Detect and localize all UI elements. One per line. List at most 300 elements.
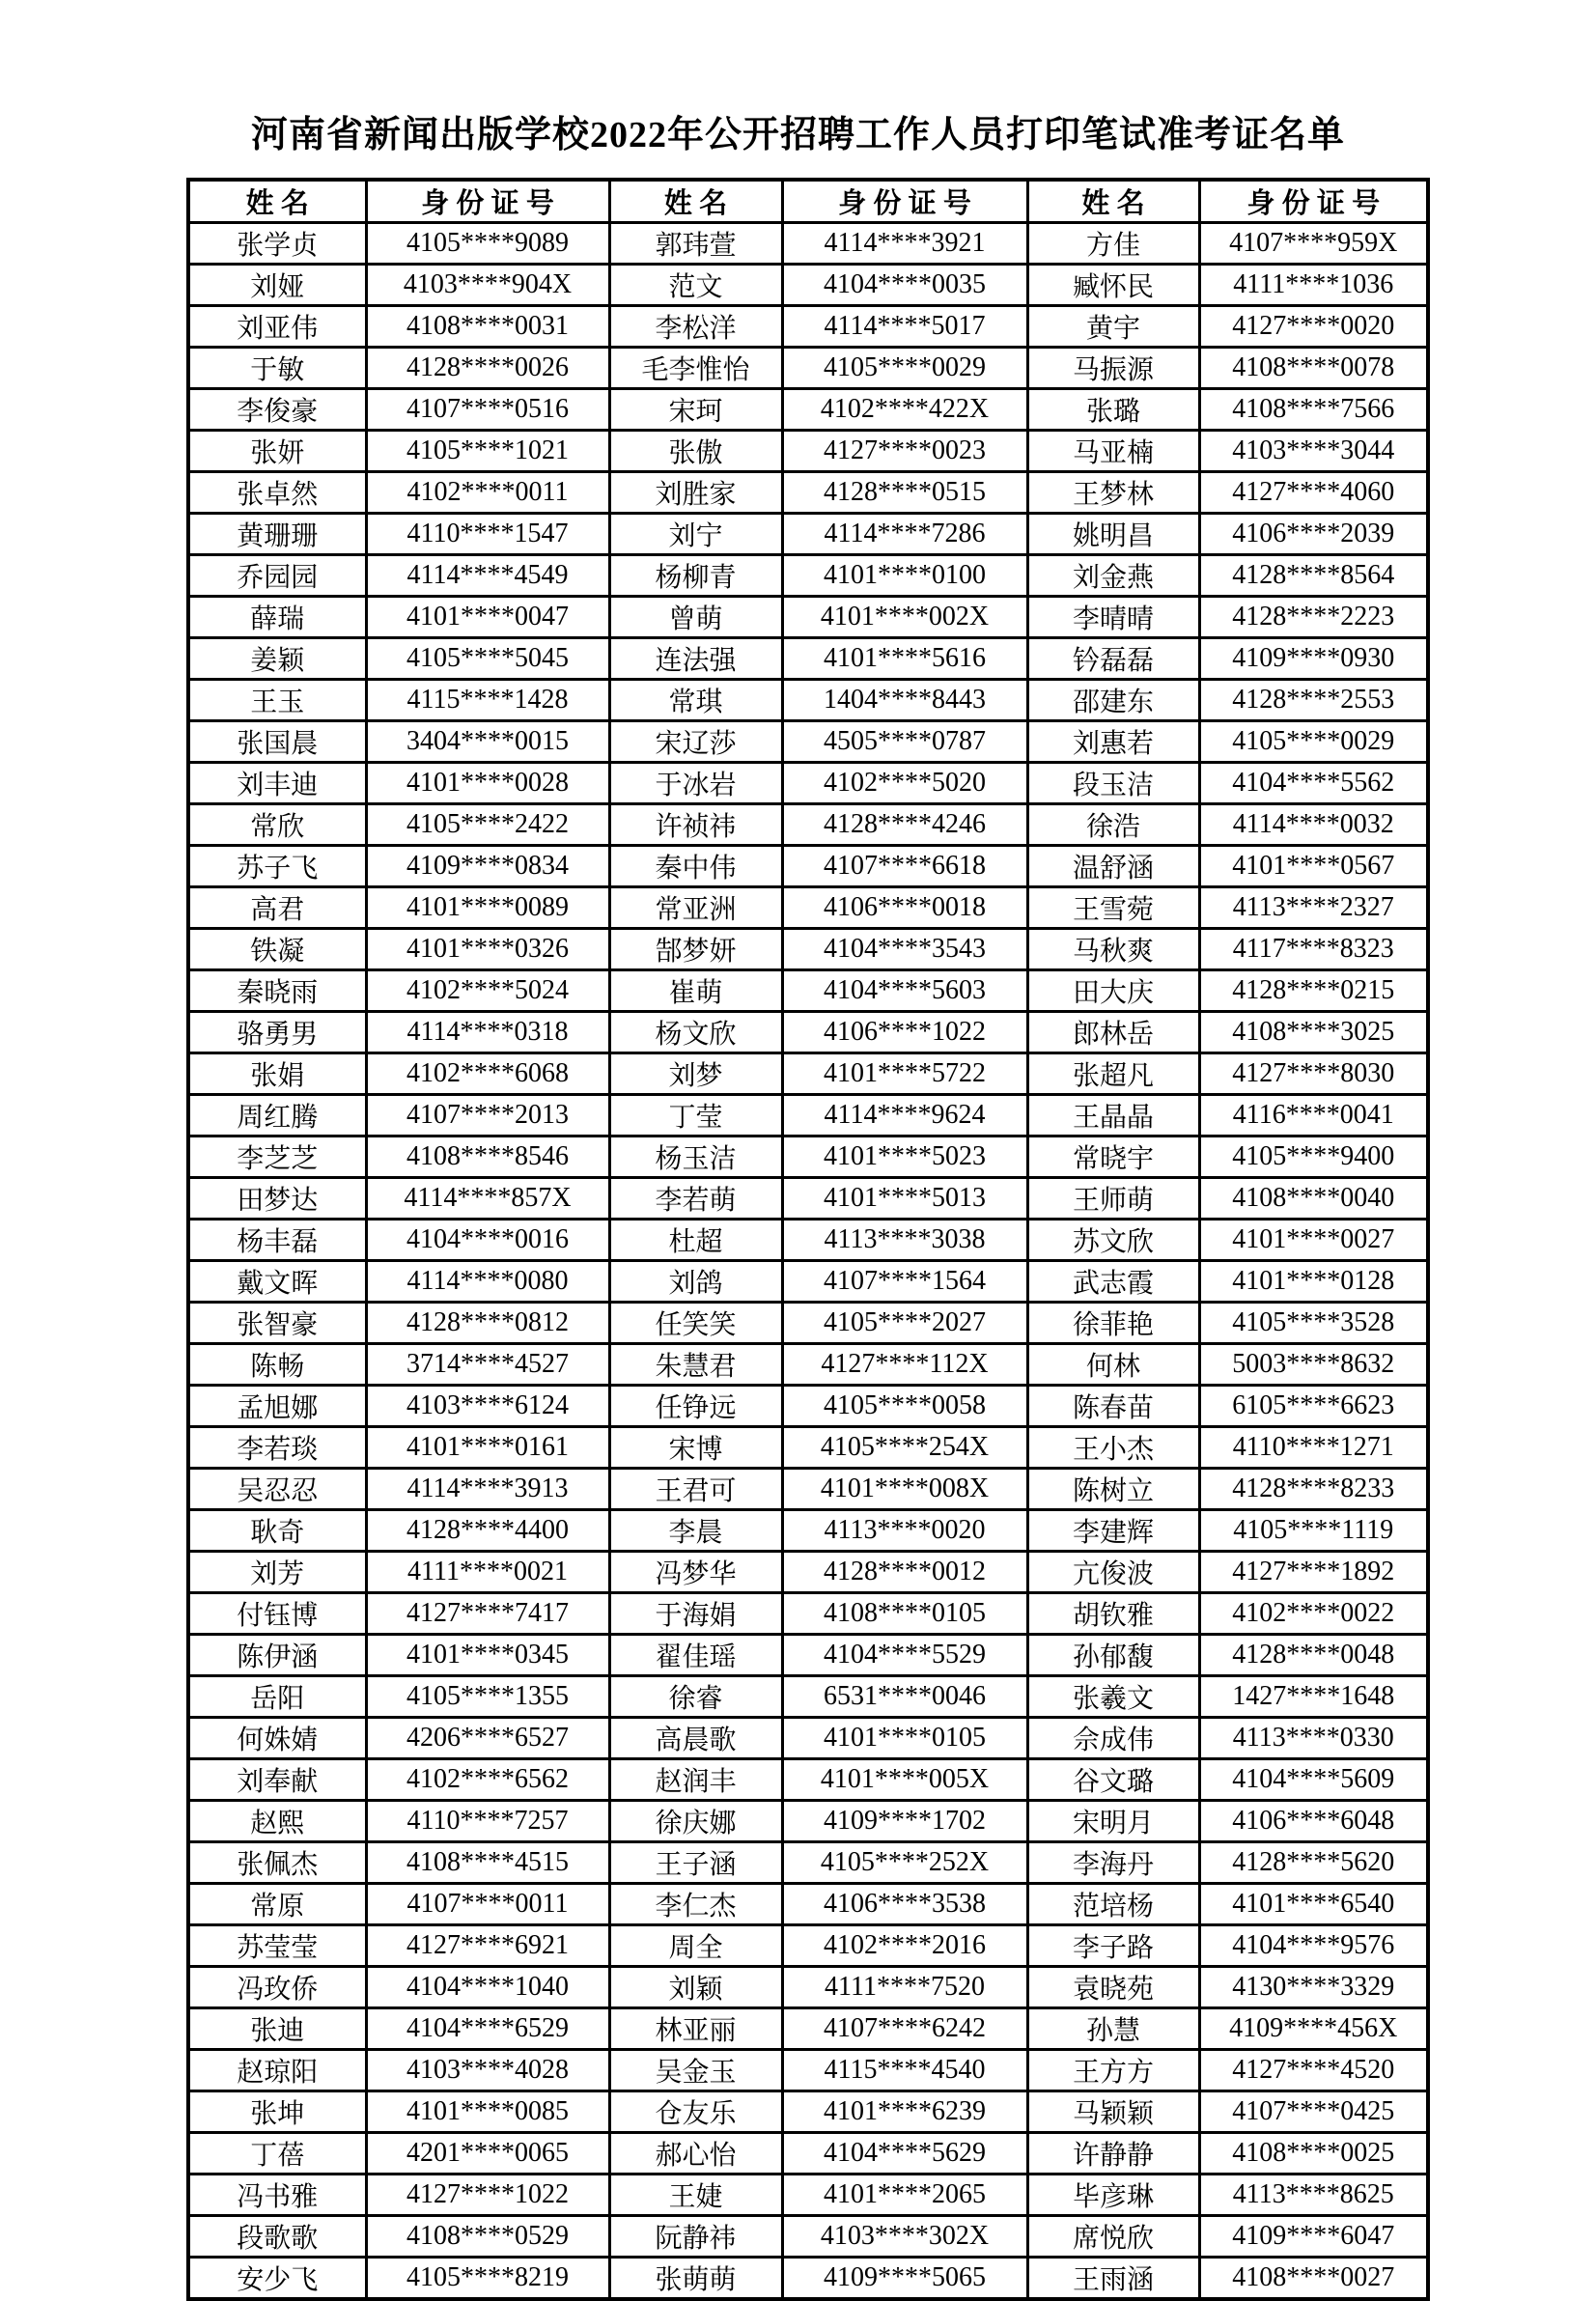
name-cell: 张佩杰	[188, 1842, 366, 1884]
table-row	[188, 1136, 1428, 1178]
id-cell: 4127****4060	[1199, 472, 1428, 514]
table-row	[188, 929, 1428, 970]
id-cell: 4102****6562	[366, 1759, 609, 1801]
name-cell: 于海娟	[609, 1593, 782, 1635]
table-row	[188, 2258, 1428, 2300]
name-cell: 苏文欣	[1027, 1220, 1199, 1261]
id-cell: 4104****1040	[366, 1967, 609, 2008]
id-cell: 4127****4520	[1199, 2050, 1428, 2091]
table-row	[188, 348, 1428, 389]
table-row	[188, 1344, 1428, 1386]
name-cell: 袁晓苑	[1027, 1967, 1199, 2008]
table-header	[188, 180, 1428, 223]
name-cell: 常晓宇	[1027, 1136, 1199, 1178]
id-cell: 4115****4540	[782, 2050, 1027, 2091]
id-cell: 4101****008X	[782, 1469, 1027, 1510]
id-cell: 4106****1022	[782, 1012, 1027, 1053]
table-row	[188, 2008, 1428, 2050]
name-cell: 林亚丽	[609, 2008, 782, 2050]
name-cell: 李晨	[609, 1510, 782, 1552]
name-cell: 常原	[188, 1884, 366, 1925]
name-cell: 乔园园	[188, 555, 366, 597]
id-cell: 4109****6047	[1199, 2216, 1428, 2258]
name-cell: 臧怀民	[1027, 265, 1199, 306]
name-cell: 温舒涵	[1027, 846, 1199, 887]
name-cell: 何林	[1027, 1344, 1199, 1386]
id-cell: 4106****2039	[1199, 514, 1428, 555]
id-cell: 4114****857X	[366, 1178, 609, 1220]
id-cell: 4114****9624	[782, 1095, 1027, 1136]
table-row	[188, 638, 1428, 680]
id-cell: 4113****2327	[1199, 887, 1428, 929]
table-row	[188, 1386, 1428, 1427]
id-cell: 4108****7566	[1199, 389, 1428, 431]
id-cell: 4101****0085	[366, 2091, 609, 2133]
id-cell: 4116****0041	[1199, 1095, 1428, 1136]
name-cell: 丁莹	[609, 1095, 782, 1136]
id-cell: 4108****0078	[1199, 348, 1428, 389]
id-cell: 4128****8233	[1199, 1469, 1428, 1510]
id-cell: 4114****5017	[782, 306, 1027, 348]
name-cell: 姜颖	[188, 638, 366, 680]
name-cell: 范文	[609, 265, 782, 306]
name-cell: 铁凝	[188, 929, 366, 970]
table-row	[188, 1801, 1428, 1842]
id-cell: 4101****0105	[782, 1718, 1027, 1759]
id-cell: 5003****8632	[1199, 1344, 1428, 1386]
id-cell: 4105****3528	[1199, 1303, 1428, 1344]
table-row	[188, 555, 1428, 597]
name-cell: 徐睿	[609, 1676, 782, 1718]
id-cell: 4105****0029	[782, 348, 1027, 389]
name-cell: 王方方	[1027, 2050, 1199, 2091]
name-cell: 李若琰	[188, 1427, 366, 1469]
name-cell: 郝心怡	[609, 2133, 782, 2175]
id-cell: 4127****1892	[1199, 1552, 1428, 1593]
id-cell: 4128****2553	[1199, 680, 1428, 721]
id-cell: 4109****5065	[782, 2258, 1027, 2300]
name-cell: 冯玫侨	[188, 1967, 366, 2008]
id-cell: 4105****1021	[366, 431, 609, 472]
id-cell: 4103****4028	[366, 2050, 609, 2091]
name-cell: 徐菲艳	[1027, 1303, 1199, 1344]
name-cell: 周全	[609, 1925, 782, 1967]
id-cell: 4103****302X	[782, 2216, 1027, 2258]
name-cell: 武志霞	[1027, 1261, 1199, 1303]
name-cell: 李建辉	[1027, 1510, 1199, 1552]
name-cell: 陈树立	[1027, 1469, 1199, 1510]
table-row	[188, 1967, 1428, 2008]
name-cell: 李若萌	[609, 1178, 782, 1220]
name-cell: 张傲	[609, 431, 782, 472]
name-cell: 冯梦华	[609, 1552, 782, 1593]
id-cell: 4108****0040	[1199, 1178, 1428, 1220]
name-cell: 马振源	[1027, 348, 1199, 389]
id-cell: 4111****1036	[1199, 265, 1428, 306]
table-row	[188, 431, 1428, 472]
table-body	[188, 223, 1428, 2300]
id-cell: 6105****6623	[1199, 1386, 1428, 1427]
name-cell: 王师萌	[1027, 1178, 1199, 1220]
name-cell: 杨玉洁	[609, 1136, 782, 1178]
id-cell: 4128****0048	[1199, 1635, 1428, 1676]
id-cell: 4106****3538	[782, 1884, 1027, 1925]
column-header: 姓名	[188, 180, 366, 223]
name-cell: 李晴晴	[1027, 597, 1199, 638]
id-cell: 4113****0330	[1199, 1718, 1428, 1759]
id-cell: 4128****0215	[1199, 970, 1428, 1012]
table-row	[188, 1510, 1428, 1552]
id-cell: 4113****3038	[782, 1220, 1027, 1261]
name-cell: 田大庆	[1027, 970, 1199, 1012]
name-cell: 李海丹	[1027, 1842, 1199, 1884]
id-cell: 4101****5013	[782, 1178, 1027, 1220]
id-cell: 4104****5529	[782, 1635, 1027, 1676]
id-cell: 4102****6068	[366, 1053, 609, 1095]
id-cell: 4102****422X	[782, 389, 1027, 431]
name-cell: 吴金玉	[609, 2050, 782, 2091]
id-cell: 4101****2065	[782, 2175, 1027, 2216]
id-cell: 4127****0020	[1199, 306, 1428, 348]
name-cell: 刘奉献	[188, 1759, 366, 1801]
id-cell: 4114****0318	[366, 1012, 609, 1053]
id-cell: 4128****0812	[366, 1303, 609, 1344]
table-row	[188, 804, 1428, 846]
id-cell: 4105****9089	[366, 223, 609, 265]
id-cell: 4114****3921	[782, 223, 1027, 265]
id-cell: 4101****0100	[782, 555, 1027, 597]
id-cell: 4105****9400	[1199, 1136, 1428, 1178]
table-row	[188, 970, 1428, 1012]
id-cell: 4117****8323	[1199, 929, 1428, 970]
name-cell: 王雪菀	[1027, 887, 1199, 929]
column-header: 身份证号	[1199, 180, 1428, 223]
name-cell: 谷文璐	[1027, 1759, 1199, 1801]
name-cell: 王雨涵	[1027, 2258, 1199, 2300]
name-cell: 张坤	[188, 2091, 366, 2133]
id-cell: 4109****1702	[782, 1801, 1027, 1842]
id-cell: 4102****0022	[1199, 1593, 1428, 1635]
table-row	[188, 680, 1428, 721]
id-cell: 4102****0011	[366, 472, 609, 514]
id-cell: 4104****0035	[782, 265, 1027, 306]
table-row	[188, 887, 1428, 929]
id-cell: 4103****3044	[1199, 431, 1428, 472]
id-cell: 4101****0326	[366, 929, 609, 970]
id-cell: 4128****0012	[782, 1552, 1027, 1593]
id-cell: 4128****8564	[1199, 555, 1428, 597]
name-cell: 常欣	[188, 804, 366, 846]
name-cell: 张妍	[188, 431, 366, 472]
id-cell: 4103****6124	[366, 1386, 609, 1427]
name-cell: 戴文晖	[188, 1261, 366, 1303]
name-cell: 宋博	[609, 1427, 782, 1469]
table-row	[188, 389, 1428, 431]
id-cell: 4101****5722	[782, 1053, 1027, 1095]
id-cell: 4101****5023	[782, 1136, 1027, 1178]
name-cell: 刘丰迪	[188, 763, 366, 804]
name-cell: 张学贞	[188, 223, 366, 265]
name-cell: 宋辽莎	[609, 721, 782, 763]
id-cell: 4104****6529	[366, 2008, 609, 2050]
id-cell: 4107****0425	[1199, 2091, 1428, 2133]
name-cell: 徐庆娜	[609, 1801, 782, 1842]
name-cell: 张智豪	[188, 1303, 366, 1344]
name-cell: 任笑笑	[609, 1303, 782, 1344]
id-cell: 4106****6048	[1199, 1801, 1428, 1842]
name-cell: 崔萌	[609, 970, 782, 1012]
name-cell: 陈伊涵	[188, 1635, 366, 1676]
table-row	[188, 472, 1428, 514]
name-cell: 陈春苗	[1027, 1386, 1199, 1427]
id-cell: 4127****6921	[366, 1925, 609, 1967]
name-cell: 刘金燕	[1027, 555, 1199, 597]
id-cell: 4107****0011	[366, 1884, 609, 1925]
table-row	[188, 2175, 1428, 2216]
name-cell: 黄珊珊	[188, 514, 366, 555]
id-cell: 4101****0047	[366, 597, 609, 638]
id-cell: 4128****5620	[1199, 1842, 1428, 1884]
id-cell: 4105****254X	[782, 1427, 1027, 1469]
id-cell: 4105****0058	[782, 1386, 1027, 1427]
id-cell: 4105****1355	[366, 1676, 609, 1718]
name-cell: 骆勇男	[188, 1012, 366, 1053]
id-cell: 4111****0021	[366, 1552, 609, 1593]
id-cell: 4106****0018	[782, 887, 1027, 929]
table-row	[188, 721, 1428, 763]
name-cell: 秦中伟	[609, 846, 782, 887]
name-cell: 安少飞	[188, 2258, 366, 2300]
id-cell: 4114****0080	[366, 1261, 609, 1303]
table-row	[188, 1842, 1428, 1884]
id-cell: 4102****5020	[782, 763, 1027, 804]
table-row	[188, 1261, 1428, 1303]
table-row	[188, 223, 1428, 265]
name-cell: 任铮远	[609, 1386, 782, 1427]
name-cell: 丁蓓	[188, 2133, 366, 2175]
id-cell: 4128****0515	[782, 472, 1027, 514]
name-cell: 杨柳青	[609, 555, 782, 597]
id-cell: 6531****0046	[782, 1676, 1027, 1718]
table-row	[188, 514, 1428, 555]
name-cell: 张超凡	[1027, 1053, 1199, 1095]
id-cell: 4127****7417	[366, 1593, 609, 1635]
column-header: 姓名	[609, 180, 782, 223]
name-cell: 高君	[188, 887, 366, 929]
name-cell: 周红腾	[188, 1095, 366, 1136]
name-cell: 邵建东	[1027, 680, 1199, 721]
column-header: 身份证号	[366, 180, 609, 223]
name-cell: 王婕	[609, 2175, 782, 2216]
name-cell: 许静静	[1027, 2133, 1199, 2175]
id-cell: 4101****0028	[366, 763, 609, 804]
id-cell: 4114****3913	[366, 1469, 609, 1510]
column-header: 身份证号	[782, 180, 1027, 223]
id-cell: 4101****0128	[1199, 1261, 1428, 1303]
page-title: 河南省新闻出版学校2022年公开招聘工作人员打印笔试准考证名单	[250, 115, 1345, 155]
table-row	[188, 1925, 1428, 1967]
id-cell: 4101****0089	[366, 887, 609, 929]
table-row	[188, 597, 1428, 638]
id-cell: 4110****7257	[366, 1801, 609, 1842]
id-cell: 4101****0567	[1199, 846, 1428, 887]
name-cell: 王玉	[188, 680, 366, 721]
name-cell: 席悦欣	[1027, 2216, 1199, 2258]
name-cell: 马秋爽	[1027, 929, 1199, 970]
name-cell: 张璐	[1027, 389, 1199, 431]
id-cell: 3404****0015	[366, 721, 609, 763]
id-cell: 4105****0029	[1199, 721, 1428, 763]
name-cell: 田梦达	[188, 1178, 366, 1220]
name-cell: 杜超	[609, 1220, 782, 1261]
table-row	[188, 1718, 1428, 1759]
name-cell: 仓友乐	[609, 2091, 782, 2133]
id-cell: 4114****4549	[366, 555, 609, 597]
id-cell: 4114****0032	[1199, 804, 1428, 846]
table-row	[188, 1469, 1428, 1510]
id-cell: 4107****0516	[366, 389, 609, 431]
name-cell: 刘娅	[188, 265, 366, 306]
name-cell: 亢俊波	[1027, 1552, 1199, 1593]
name-cell: 冯书雅	[188, 2175, 366, 2216]
name-cell: 刘芳	[188, 1552, 366, 1593]
id-cell: 4127****112X	[782, 1344, 1027, 1386]
name-cell: 张卓然	[188, 472, 366, 514]
name-cell: 张娟	[188, 1053, 366, 1095]
name-cell: 李子路	[1027, 1925, 1199, 1967]
id-cell: 4101****002X	[782, 597, 1027, 638]
table-row	[188, 1635, 1428, 1676]
table-row	[188, 2133, 1428, 2175]
table-row	[188, 2050, 1428, 2091]
name-cell: 宋珂	[609, 389, 782, 431]
name-cell: 杨文欣	[609, 1012, 782, 1053]
name-cell: 钤磊磊	[1027, 638, 1199, 680]
id-cell: 4104****5629	[782, 2133, 1027, 2175]
header-row	[188, 180, 1428, 223]
name-cell: 付钰博	[188, 1593, 366, 1635]
id-cell: 4127****0023	[782, 431, 1027, 472]
name-cell: 杨丰磊	[188, 1220, 366, 1261]
id-cell: 4105****2422	[366, 804, 609, 846]
id-cell: 4104****5603	[782, 970, 1027, 1012]
name-cell: 刘梦	[609, 1053, 782, 1095]
name-cell: 曾萌	[609, 597, 782, 638]
id-cell: 4107****2013	[366, 1095, 609, 1136]
id-cell: 4108****3025	[1199, 1012, 1428, 1053]
id-cell: 4103****904X	[366, 265, 609, 306]
name-cell: 阮静祎	[609, 2216, 782, 2258]
roster-table	[186, 178, 1430, 2301]
name-cell: 许祯祎	[609, 804, 782, 846]
name-cell: 王君可	[609, 1469, 782, 1510]
name-cell: 段歌歌	[188, 2216, 366, 2258]
table-row	[188, 1220, 1428, 1261]
name-cell: 毕彦琳	[1027, 2175, 1199, 2216]
table-row	[188, 1178, 1428, 1220]
id-cell: 1404****8443	[782, 680, 1027, 721]
name-cell: 张国晨	[188, 721, 366, 763]
id-cell: 4105****1119	[1199, 1510, 1428, 1552]
id-cell: 4102****5024	[366, 970, 609, 1012]
id-cell: 4115****1428	[366, 680, 609, 721]
table-row	[188, 846, 1428, 887]
name-cell: 王子涵	[609, 1842, 782, 1884]
name-cell: 刘亚伟	[188, 306, 366, 348]
id-cell: 4101****6239	[782, 2091, 1027, 2133]
name-cell: 薛瑞	[188, 597, 366, 638]
table-row	[188, 1012, 1428, 1053]
id-cell: 4128****4246	[782, 804, 1027, 846]
id-cell: 4104****3543	[782, 929, 1027, 970]
id-cell: 4109****0834	[366, 846, 609, 887]
name-cell: 张迪	[188, 2008, 366, 2050]
name-cell: 刘惠若	[1027, 721, 1199, 763]
id-cell: 4105****5045	[366, 638, 609, 680]
name-cell: 姚明昌	[1027, 514, 1199, 555]
name-cell: 佘成伟	[1027, 1718, 1199, 1759]
id-cell: 4206****6527	[366, 1718, 609, 1759]
table-row	[188, 1552, 1428, 1593]
name-cell: 李松洋	[609, 306, 782, 348]
name-cell: 赵润丰	[609, 1759, 782, 1801]
id-cell: 4109****0930	[1199, 638, 1428, 680]
id-cell: 4102****2016	[782, 1925, 1027, 1967]
id-cell: 4127****1022	[366, 2175, 609, 2216]
id-cell: 4107****959X	[1199, 223, 1428, 265]
id-cell: 4101****6540	[1199, 1884, 1428, 1925]
id-cell: 4108****0529	[366, 2216, 609, 2258]
id-cell: 4130****3329	[1199, 1967, 1428, 2008]
column-header: 姓名	[1027, 180, 1199, 223]
name-cell: 李芝芝	[188, 1136, 366, 1178]
name-cell: 王梦林	[1027, 472, 1199, 514]
id-cell: 4101****0027	[1199, 1220, 1428, 1261]
id-cell: 4108****0031	[366, 306, 609, 348]
id-cell: 4127****8030	[1199, 1053, 1428, 1095]
name-cell: 马颖颖	[1027, 2091, 1199, 2133]
name-cell: 赵熙	[188, 1801, 366, 1842]
id-cell: 3714****4527	[366, 1344, 609, 1386]
name-cell: 黄宇	[1027, 306, 1199, 348]
table-row	[188, 2216, 1428, 2258]
name-cell: 刘宁	[609, 514, 782, 555]
name-cell: 连法强	[609, 638, 782, 680]
name-cell: 于敏	[188, 348, 366, 389]
id-cell: 4104****0016	[366, 1220, 609, 1261]
table-row	[188, 1676, 1428, 1718]
name-cell: 郜梦妍	[609, 929, 782, 970]
name-cell: 何姝婧	[188, 1718, 366, 1759]
name-cell: 宋明月	[1027, 1801, 1199, 1842]
id-cell: 4110****1271	[1199, 1427, 1428, 1469]
id-cell: 4107****1564	[782, 1261, 1027, 1303]
name-cell: 刘鸽	[609, 1261, 782, 1303]
id-cell: 4109****456X	[1199, 2008, 1428, 2050]
id-cell: 4108****8546	[366, 1136, 609, 1178]
name-cell: 徐浩	[1027, 804, 1199, 846]
id-cell: 4128****2223	[1199, 597, 1428, 638]
table-row	[188, 1427, 1428, 1469]
name-cell: 毛李惟怡	[609, 348, 782, 389]
id-cell: 4101****5616	[782, 638, 1027, 680]
id-cell: 4107****6618	[782, 846, 1027, 887]
name-cell: 赵琼阳	[188, 2050, 366, 2091]
id-cell: 4105****8219	[366, 2258, 609, 2300]
name-cell: 李仁杰	[609, 1884, 782, 1925]
name-cell: 苏莹莹	[188, 1925, 366, 1967]
id-cell: 4113****0020	[782, 1510, 1027, 1552]
